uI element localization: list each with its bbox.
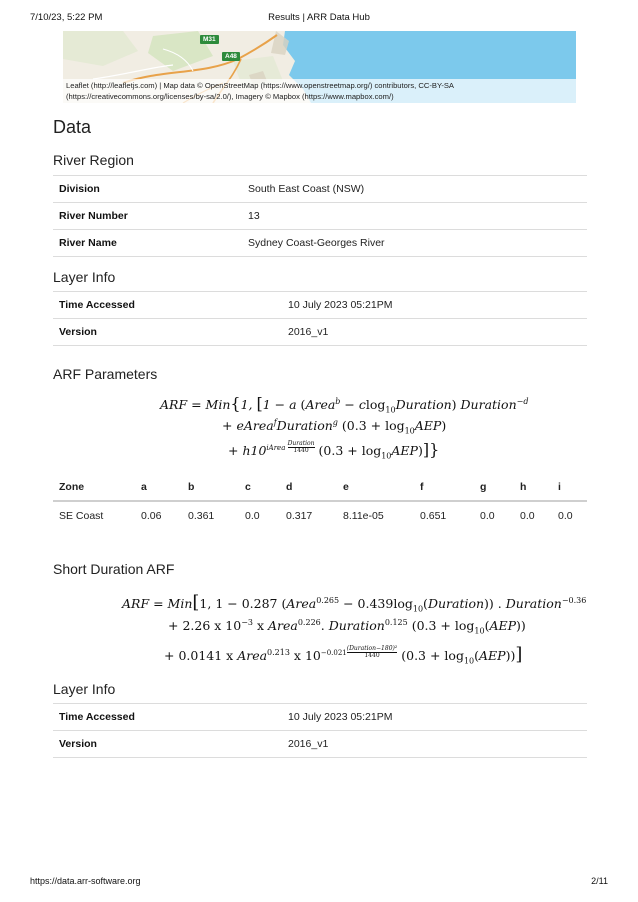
table-cell: 0.651 bbox=[420, 510, 447, 522]
time-accessed-label: Time Accessed bbox=[53, 292, 282, 319]
print-date: 7/10/23, 5:22 PM bbox=[30, 12, 103, 23]
river-number-value: 13 bbox=[242, 203, 587, 230]
short-duration-arf-heading: Short Duration ARF bbox=[53, 561, 175, 577]
table-cell: 0.0 bbox=[245, 510, 260, 522]
table-cell: 8.11e-05 bbox=[343, 510, 384, 522]
table-row bbox=[53, 292, 587, 319]
table-cell: 0.317 bbox=[286, 510, 313, 522]
river-region-heading: River Region bbox=[53, 152, 134, 168]
sd-formula-line3: + 0.0141 x Area$^{0.213}$ x $10^{-0.021 (Duration-180)^2 1440}$ $(0.3 + \log_{10}(AEP))$] bbox=[164, 644, 523, 666]
column-header: c bbox=[239, 474, 280, 501]
sd-formula-line2: + 2.26 x $10^{-3}$ x Area$^{0.226}$. Duration$^{0.125}$ $(0.3 + \log_{10}(AEP))$ bbox=[168, 618, 526, 636]
arf-parameters-heading: ARF Parameters bbox=[53, 366, 158, 382]
division-label: Division bbox=[53, 176, 242, 203]
arf-formula bbox=[0, 392, 638, 464]
arf-parameters-table bbox=[53, 474, 587, 530]
print-url: https://data.arr-software.org bbox=[30, 876, 141, 886]
column-header: e bbox=[337, 474, 414, 501]
arf-formula-line1: ARF = Min{1, [1 − a (Area$^b$ − clog$_{10}$Duration) Duration$^{-d}$ bbox=[160, 394, 529, 415]
short-duration-arf-formula bbox=[0, 588, 638, 674]
table-row bbox=[53, 501, 587, 530]
table-row bbox=[53, 176, 587, 203]
table-cell: 0.361 bbox=[188, 510, 215, 522]
table-cell: 0.06 bbox=[141, 510, 162, 522]
print-footer bbox=[30, 876, 608, 886]
division-value: South East Coast (NSW) bbox=[242, 176, 587, 203]
map-attribution-line2[interactable]: (https://creativecommons.org/licenses/by-sa/2.0/), Imagery © Mapbox (https://www.mapbox.com/) bbox=[66, 92, 394, 101]
river-number-label: River Number bbox=[53, 203, 242, 230]
table-cell: 0.0 bbox=[520, 510, 535, 522]
table-row bbox=[53, 731, 587, 758]
river-region-table bbox=[53, 175, 587, 257]
table-cell: 0.0 bbox=[480, 510, 495, 522]
page-title: Data bbox=[53, 117, 92, 137]
layer-info-heading: Layer Info bbox=[53, 269, 116, 285]
map-view[interactable] bbox=[63, 31, 576, 103]
table-cell: SE Coast bbox=[59, 510, 104, 522]
print-header bbox=[30, 12, 608, 26]
arf-formula-line2: + eArea$^f$Duration$^g$ $(0.3 + \log_{10}AEP)$ bbox=[222, 418, 447, 436]
column-header: g bbox=[474, 474, 514, 501]
layer-info-table bbox=[53, 291, 587, 346]
column-header: h bbox=[514, 474, 552, 501]
map-attribution-line1[interactable]: Leaflet (http://leafletjs.com) | Map data © OpenStreetMap (https://www.openstreetmap.org/) contributors, CC-BY-SA bbox=[66, 81, 454, 90]
version-label: Version bbox=[53, 319, 282, 346]
table-cell: 0.0 bbox=[558, 510, 573, 522]
road-label-a48: A48 bbox=[222, 52, 240, 61]
time-accessed-value: 10 July 2023 05:21PM bbox=[282, 292, 587, 319]
time-accessed-label: Time Accessed bbox=[53, 704, 282, 731]
time-accessed-value: 10 July 2023 05:21PM bbox=[282, 704, 587, 731]
print-page-title: Results | ARR Data Hub bbox=[268, 12, 370, 23]
arf-formula-line3: + $h10^{iArea Duration 1440}$ $(0.3 + \log_{10}AEP)$]} bbox=[228, 440, 440, 461]
map-attribution[interactable] bbox=[63, 79, 576, 103]
table-row bbox=[53, 319, 587, 346]
column-header: i bbox=[552, 474, 587, 501]
column-header: f bbox=[414, 474, 474, 501]
river-name-label: River Name bbox=[53, 230, 242, 257]
column-header: d bbox=[280, 474, 337, 501]
version-value: 2016_v1 bbox=[282, 731, 587, 758]
table-row bbox=[53, 230, 587, 257]
version-label: Version bbox=[53, 731, 282, 758]
table-row bbox=[53, 203, 587, 230]
column-header: a bbox=[135, 474, 182, 501]
table-row bbox=[53, 704, 587, 731]
version-value: 2016_v1 bbox=[282, 319, 587, 346]
road-label-m31: M31 bbox=[200, 35, 219, 44]
table-header-row bbox=[53, 474, 587, 501]
sd-formula-line1: ARF = Min[1, 1 − 0.287 (Area$^{0.265}$ − $0.439\log_{10}(Duration)$) . Duration$^{-0.36}$ bbox=[122, 592, 587, 614]
column-header: b bbox=[182, 474, 239, 501]
column-header: Zone bbox=[53, 474, 135, 501]
layer-info-table-2 bbox=[53, 703, 587, 758]
print-page-number: 2/11 bbox=[591, 876, 608, 886]
river-name-value: Sydney Coast-Georges River bbox=[242, 230, 587, 257]
layer-info-heading-2: Layer Info bbox=[53, 681, 116, 697]
